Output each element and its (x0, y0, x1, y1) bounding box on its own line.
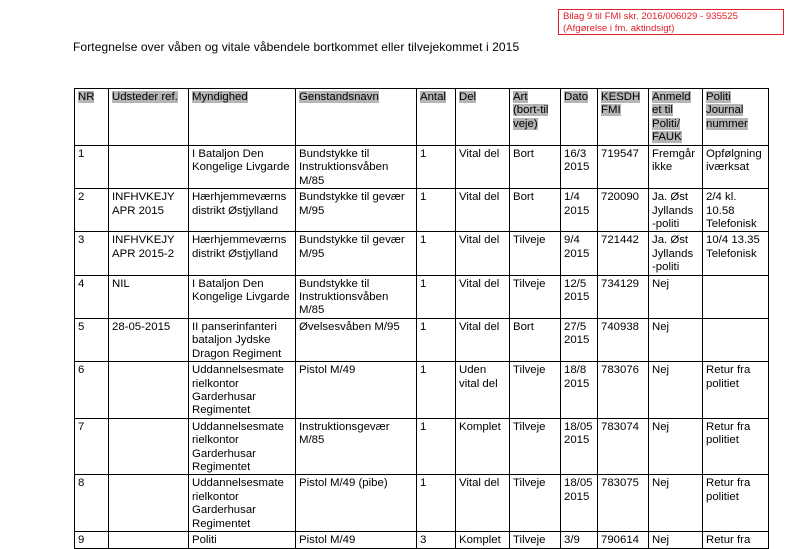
bilag-stamp (558, 9, 784, 35)
cell-myndighed: I Bataljon Den Kongelige Livgarde (189, 275, 296, 318)
cell-anmeldt: Nej (649, 475, 703, 532)
cell-udsteder-ref (109, 531, 189, 548)
table-row (75, 275, 769, 318)
cell-udsteder-ref: INFHVKEJY APR 2015 (109, 189, 189, 232)
cell-genstandsnavn: Pistol M/49 (pibe) (296, 475, 417, 532)
cell-dato: 18/05 2015 (561, 475, 598, 532)
cell-nr: 7 (75, 418, 109, 475)
cell-del: Vital del (456, 146, 510, 189)
cell-myndighed: I Bataljon Den Kongelige Livgarde (189, 146, 296, 189)
weapons-table (74, 88, 769, 549)
cell-anmeldt: Nej (649, 362, 703, 419)
table-row (75, 531, 769, 548)
cell-genstandsnavn: Bundstykke til Instruktionsvåben M/85 (296, 275, 417, 318)
header-dato: Dato (561, 89, 598, 146)
cell-dato: 18/8 2015 (561, 362, 598, 419)
cell-myndighed: II panserinfanteri bataljon Jydske Dragon Regiment (189, 318, 296, 361)
cell-antal: 1 (417, 475, 456, 532)
cell-dato: 18/05 2015 (561, 418, 598, 475)
header-kesdh-fmi: KESDH FMI (598, 89, 649, 146)
table-row (75, 146, 769, 189)
cell-politi-journal: 2/4 kl. 10.58 Telefonisk (703, 189, 769, 232)
cell-kesdh-fmi: 783074 (598, 418, 649, 475)
cell-antal: 1 (417, 418, 456, 475)
cell-udsteder-ref: NIL (109, 275, 189, 318)
cell-politi-journal (703, 275, 769, 318)
cell-myndighed: Hærhjemmeværns distrikt Østjylland (189, 232, 296, 275)
cell-art: Tilveje (510, 362, 561, 419)
cell-art: Tilveje (510, 275, 561, 318)
cell-genstandsnavn: Øvelsesvåben M/95 (296, 318, 417, 361)
cell-antal: 3 (417, 531, 456, 548)
table-row (75, 418, 769, 475)
cell-genstandsnavn: Bundstykke til Instruktionsvåben M/85 (296, 146, 417, 189)
stamp-line-1: Bilag 9 til FMI skr. 2016/006029 - 935525 (563, 11, 738, 22)
cell-nr: 4 (75, 275, 109, 318)
cell-dato: 9/4 2015 (561, 232, 598, 275)
cell-art: Tilveje (510, 475, 561, 532)
cell-nr: 8 (75, 475, 109, 532)
cell-anmeldt: Ja. Øst Jyllands -politi (649, 232, 703, 275)
cell-politi-journal: Opfølgning iværksat (703, 146, 769, 189)
cell-nr: 3 (75, 232, 109, 275)
cell-anmeldt: Nej (649, 531, 703, 548)
cell-nr: 9 (75, 531, 109, 548)
table-header-row (75, 89, 769, 146)
cell-del: Vital del (456, 275, 510, 318)
stamp-line-2: (Afgørelse i fm. aktindsigt) (563, 23, 675, 34)
cell-dato: 3/9 (561, 531, 598, 548)
header-udsteder-ref: Udsteder ref. (109, 89, 189, 146)
cell-politi-journal: Retur fra politiet (703, 418, 769, 475)
table-row (75, 362, 769, 419)
cell-del: Vital del (456, 318, 510, 361)
cell-politi-journal: 10/4 13.35 Telefonisk (703, 232, 769, 275)
cell-kesdh-fmi: 783075 (598, 475, 649, 532)
cell-udsteder-ref: INFHVKEJY APR 2015-2 (109, 232, 189, 275)
cell-antal: 1 (417, 362, 456, 419)
cell-nr: 2 (75, 189, 109, 232)
cell-kesdh-fmi: 719547 (598, 146, 649, 189)
cell-antal: 1 (417, 275, 456, 318)
table-row (75, 189, 769, 232)
cell-dato: 16/3 2015 (561, 146, 598, 189)
header-nr: NR (75, 89, 109, 146)
cell-myndighed: Uddannelsesmate rielkontor Garderhusar Regimentet (189, 362, 296, 419)
cell-del: Uden vital del (456, 362, 510, 419)
cell-genstandsnavn: Instruktionsgevær M/85 (296, 418, 417, 475)
cell-kesdh-fmi: 790614 (598, 531, 649, 548)
cell-nr: 6 (75, 362, 109, 419)
cell-udsteder-ref (109, 362, 189, 419)
cell-myndighed: Uddannelsesmate rielkontor Garderhusar Regimentet (189, 475, 296, 532)
cell-dato: 1/4 2015 (561, 189, 598, 232)
cell-udsteder-ref (109, 418, 189, 475)
cell-genstandsnavn: Pistol M/49 (296, 362, 417, 419)
cell-udsteder-ref (109, 146, 189, 189)
cell-politi-journal: Retur fra (703, 531, 769, 548)
cell-politi-journal (703, 318, 769, 361)
cell-art: Tilveje (510, 232, 561, 275)
cell-del: Komplet (456, 531, 510, 548)
cell-nr: 5 (75, 318, 109, 361)
cell-art: Tilveje (510, 531, 561, 548)
cell-kesdh-fmi: 740938 (598, 318, 649, 361)
cell-kesdh-fmi: 734129 (598, 275, 649, 318)
header-antal: Antal (417, 89, 456, 146)
cell-kesdh-fmi: 720090 (598, 189, 649, 232)
cell-anmeldt: Fremgår ikke (649, 146, 703, 189)
table-row (75, 232, 769, 275)
header-anmeldt: Anmeld et til Politi/ FAUK (649, 89, 703, 146)
cell-art: Bort (510, 318, 561, 361)
cell-udsteder-ref (109, 475, 189, 532)
cell-anmeldt: Ja. Øst Jyllands -politi (649, 189, 703, 232)
cell-anmeldt: Nej (649, 318, 703, 361)
cell-anmeldt: Nej (649, 275, 703, 318)
cell-del: Vital del (456, 232, 510, 275)
header-del: Del (456, 89, 510, 146)
cell-myndighed: Uddannelsesmate rielkontor Garderhusar Regimentet (189, 418, 296, 475)
cell-politi-journal: Retur fra politiet (703, 475, 769, 532)
cell-del: Vital del (456, 475, 510, 532)
cell-antal: 1 (417, 146, 456, 189)
cell-genstandsnavn: Pistol M/49 (296, 531, 417, 548)
cell-kesdh-fmi: 783076 (598, 362, 649, 419)
cell-genstandsnavn: Bundstykke til gevær M/95 (296, 189, 417, 232)
cell-antal: 1 (417, 232, 456, 275)
cell-myndighed: Politi (189, 531, 296, 548)
cell-del: Vital del (456, 189, 510, 232)
document-title: Fortegnelse over våben og vitale våbendele bortkommet eller tilvejekommet i 2015 (73, 40, 520, 54)
cell-anmeldt: Nej (649, 418, 703, 475)
table-row (75, 318, 769, 361)
cell-dato: 12/5 2015 (561, 275, 598, 318)
header-myndighed: Myndighed (189, 89, 296, 146)
cell-art: Bort (510, 146, 561, 189)
table-row (75, 475, 769, 532)
header-art: Art (bort-til veje) (510, 89, 561, 146)
cell-politi-journal: Retur fra politiet (703, 362, 769, 419)
cell-antal: 1 (417, 318, 456, 361)
cell-antal: 1 (417, 189, 456, 232)
cell-udsteder-ref: 28-05-2015 (109, 318, 189, 361)
cell-kesdh-fmi: 721442 (598, 232, 649, 275)
header-politi-journal: Politi Journal nummer (703, 89, 769, 146)
cell-myndighed: Hærhjemmeværns distrikt Østjylland (189, 189, 296, 232)
cell-dato: 27/5 2015 (561, 318, 598, 361)
cell-nr: 1 (75, 146, 109, 189)
cell-art: Bort (510, 189, 561, 232)
cell-genstandsnavn: Bundstykke til gevær M/95 (296, 232, 417, 275)
cell-art: Tilveje (510, 418, 561, 475)
header-genstandsnavn: Genstandsnavn (296, 89, 417, 146)
cell-del: Komplet (456, 418, 510, 475)
